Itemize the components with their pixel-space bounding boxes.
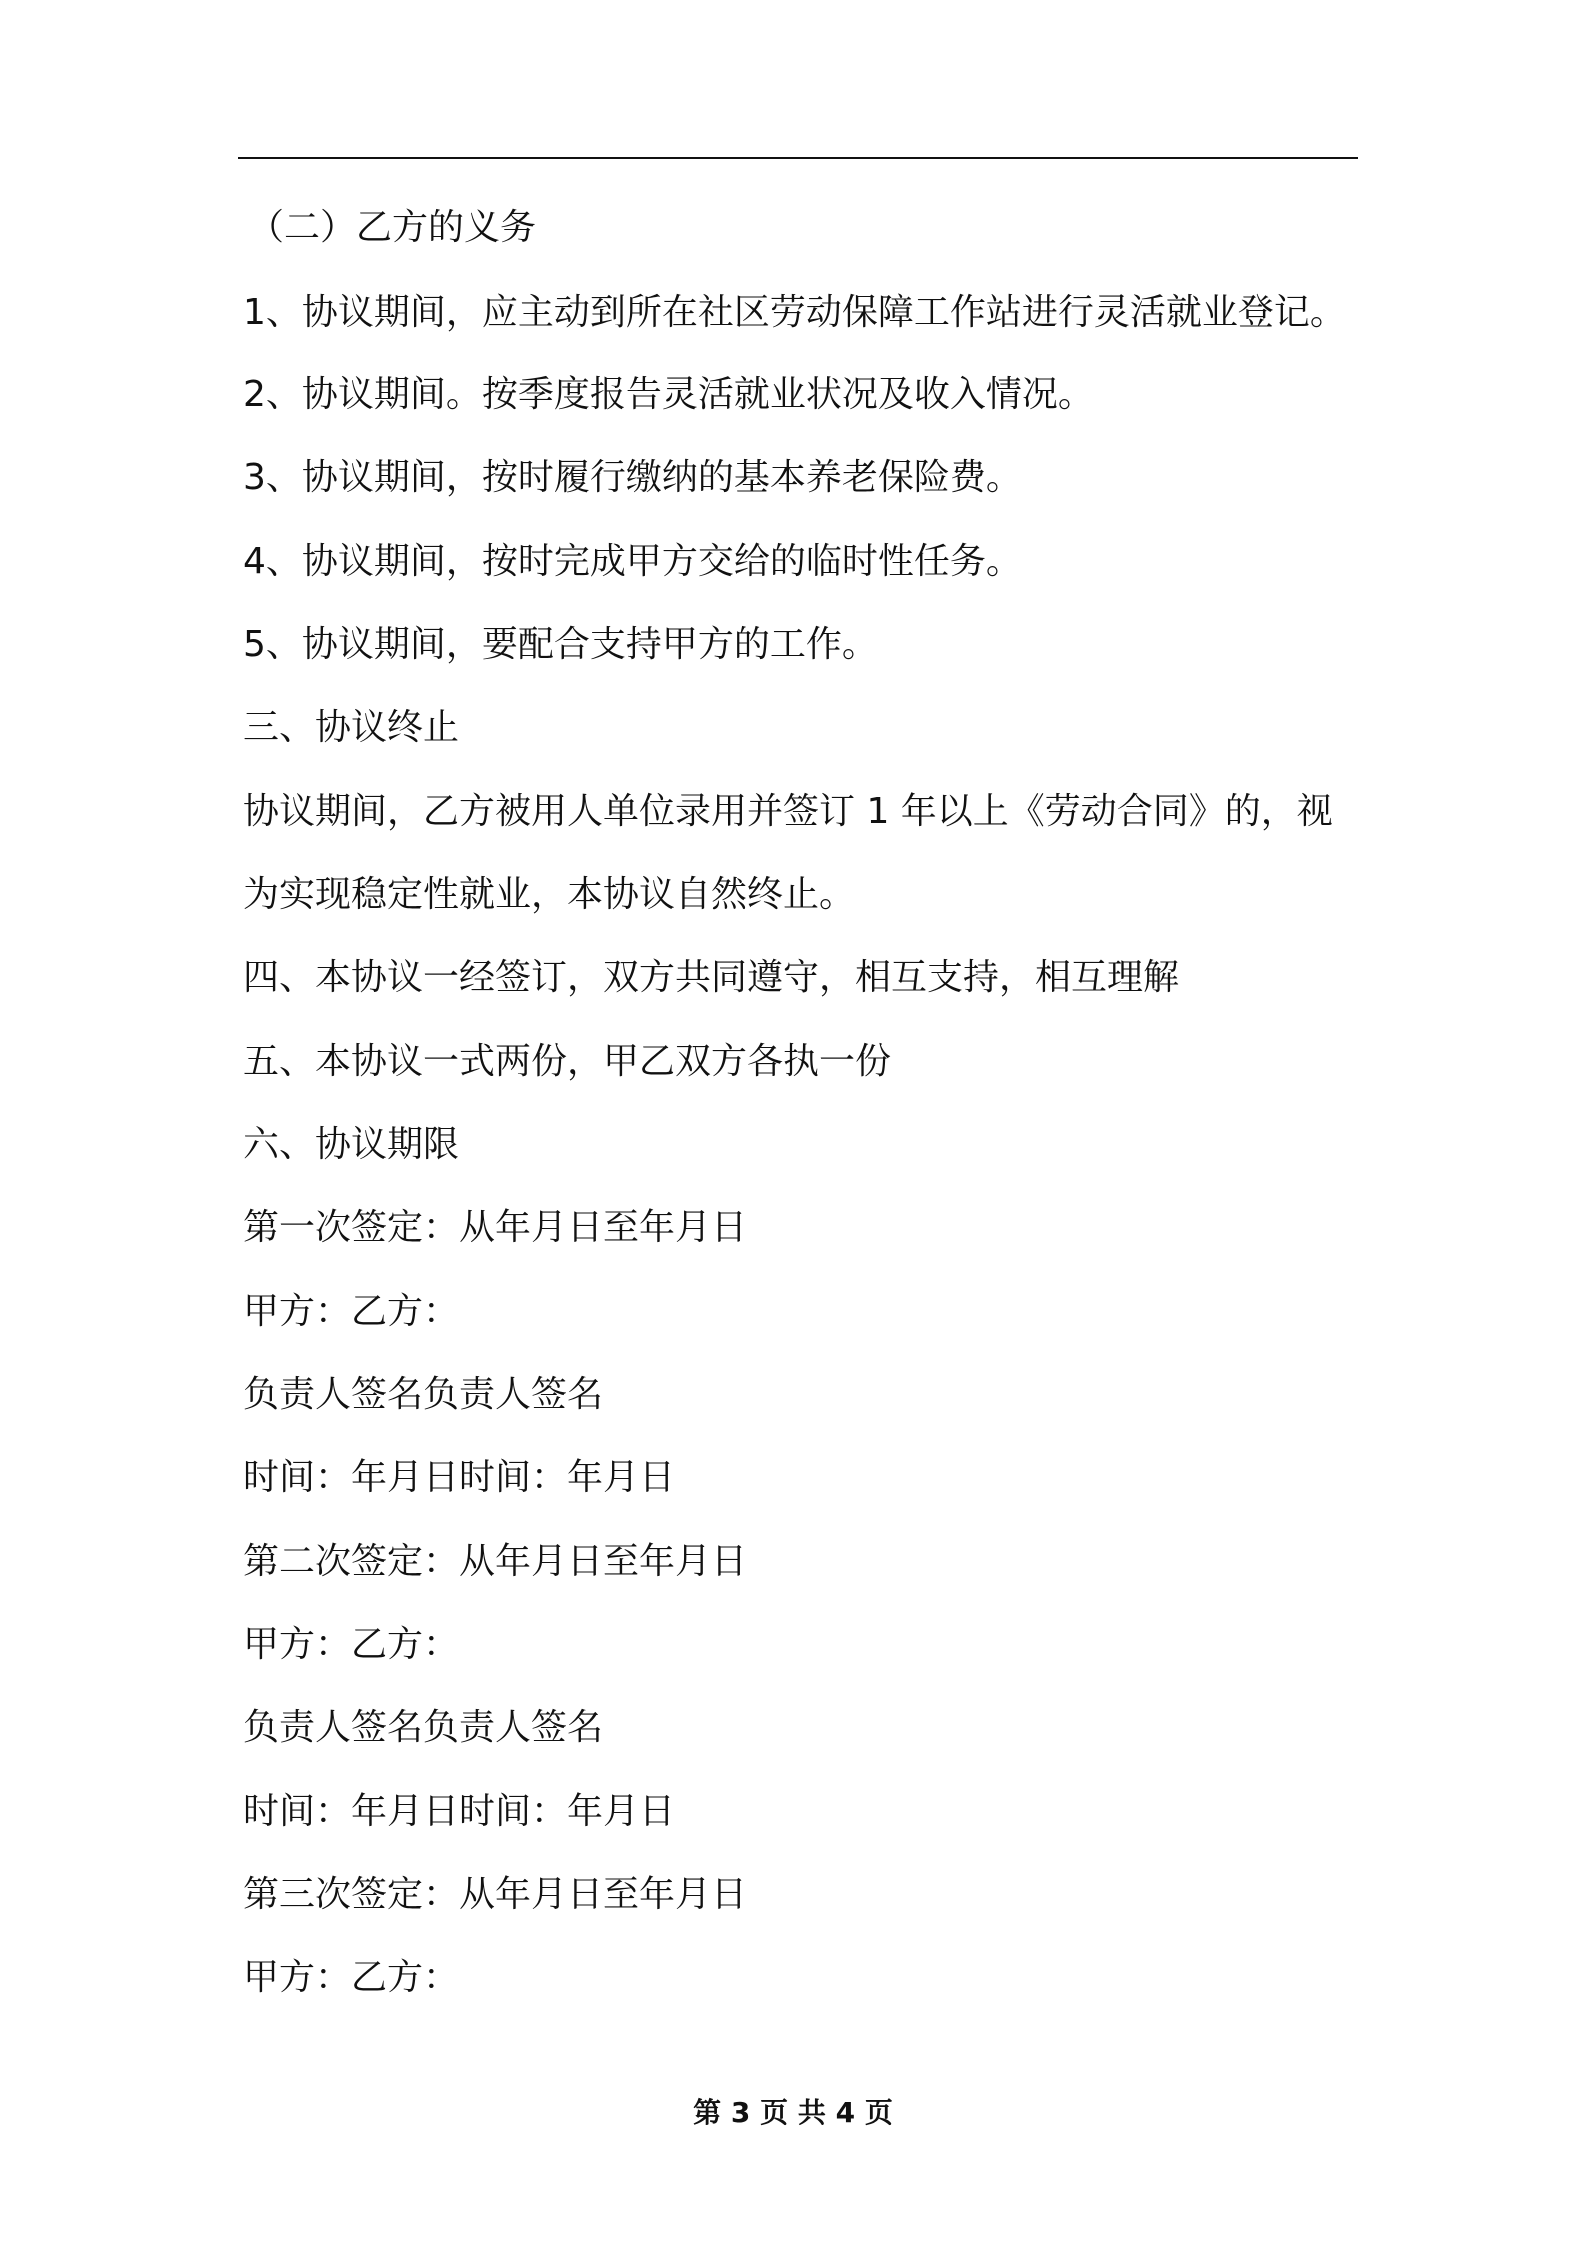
date-line: 时间：年月日时间：年月日 [243, 1457, 676, 1498]
header-rule [238, 157, 1358, 159]
paragraph-line: 2、协议期间。按季度报告灵活就业状况及收入情况。 [243, 374, 1094, 415]
paragraph-line: 为实现稳定性就业，本协议自然终止。 [243, 874, 856, 915]
signing-round-line: 第三次签定：从年月日至年月日 [243, 1874, 748, 1915]
parties-line: 甲方：乙方： [243, 1957, 460, 1998]
page-number-footer: 第 3 页 共 4 页 [693, 2096, 893, 2129]
section-heading-obligations: （二）乙方的义务 [248, 207, 537, 248]
paragraph-line: 5、协议期间，要配合支持甲方的工作。 [243, 624, 878, 665]
signature-line: 负责人签名负责人签名 [243, 1374, 604, 1415]
signature-line: 负责人签名负责人签名 [243, 1707, 604, 1748]
parties-line: 甲方：乙方： [243, 1291, 460, 1332]
paragraph-line: 四、本协议一经签订，双方共同遵守，相互支持，相互理解 [243, 957, 1180, 998]
paragraph-line: 4、协议期间，按时完成甲方交给的临时性任务。 [243, 541, 1022, 582]
section-heading-termination: 三、协议终止 [243, 707, 460, 748]
paragraph-line: 协议期间，乙方被用人单位录用并签订 1 年以上《劳动合同》的，视 [243, 791, 1333, 832]
paragraph-line: 1、协议期间，应主动到所在社区劳动保障工作站进行灵活就业登记。 [243, 292, 1346, 333]
paragraph-line: 3、协议期间，按时履行缴纳的基本养老保险费。 [243, 457, 1022, 498]
date-line: 时间：年月日时间：年月日 [243, 1791, 676, 1832]
signing-round-line: 第一次签定：从年月日至年月日 [243, 1207, 748, 1248]
parties-line: 甲方：乙方： [243, 1624, 460, 1665]
section-heading-term: 六、协议期限 [243, 1124, 460, 1165]
paragraph-line: 五、本协议一式两份，甲乙双方各执一份 [243, 1041, 892, 1082]
signing-round-line: 第二次签定：从年月日至年月日 [243, 1541, 748, 1582]
